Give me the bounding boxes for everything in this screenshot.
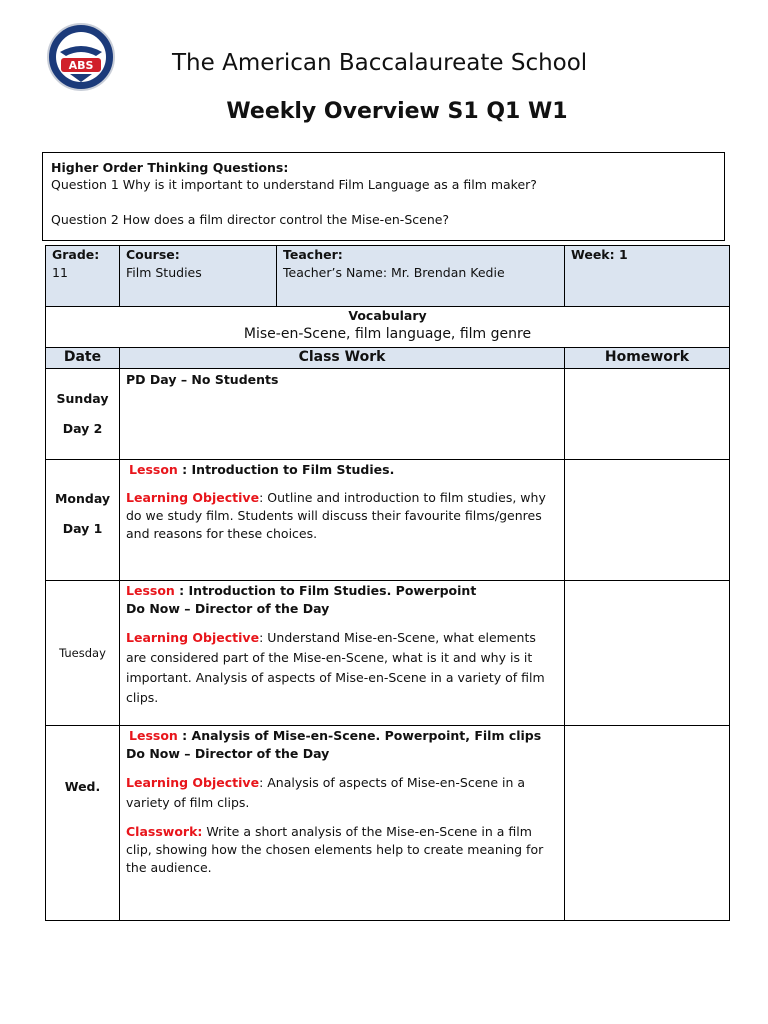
course-value: Film Studies: [126, 265, 202, 280]
vocabulary-terms: Mise-en-Scene, film language, film genre: [243, 326, 532, 342]
homework-cell: [565, 726, 730, 921]
course-label: Course:: [126, 247, 180, 262]
column-header-row: [46, 348, 730, 369]
classwork-label: Classwork:: [126, 824, 203, 839]
school-name: The American Baccalaureate School: [172, 50, 588, 76]
lesson-text: : Analysis of Mise-en-Scene. Powerpoint, Film clips: [177, 728, 542, 743]
page-title: Weekly Overview S1 Q1 W1: [226, 99, 568, 124]
lesson-text: : Introduction to Film Studies.: [177, 462, 395, 477]
table-row-monday: [46, 460, 730, 581]
hot-questions-heading: Higher Order Thinking Questions:: [51, 160, 289, 175]
table-row-sunday: [46, 369, 730, 460]
day-number: Day 1: [62, 521, 103, 536]
course-cell: [120, 246, 277, 307]
day-name: Wed.: [64, 779, 101, 794]
day-name: Monday: [54, 491, 111, 506]
table-row-wednesday: [46, 726, 730, 921]
classwork-cell: [120, 581, 565, 726]
homework-cell: [565, 460, 730, 581]
day-name: Tuesday: [59, 646, 106, 660]
vocabulary-cell: [46, 307, 730, 348]
info-row: [46, 246, 730, 307]
classwork-cell: [120, 369, 565, 460]
do-now-text: Do Now – Director of the Day: [126, 746, 330, 761]
classwork-cell: [120, 726, 565, 921]
homework-cell: [565, 581, 730, 726]
teacher-cell: [277, 246, 565, 307]
weekly-overview-table: [45, 245, 730, 921]
objective-text: : Analysis of aspects of Mise-en-Scene in a variety of film clips.: [126, 775, 526, 810]
date-cell: [46, 460, 120, 581]
lesson-label: Lesson: [129, 462, 178, 477]
objective-text: : Outline and introduction to film studies, why do we study film. Students will discuss their favourite films/genres and reasons for these choices.: [126, 490, 546, 541]
school-logo: [46, 22, 116, 92]
lesson-label: Lesson: [129, 728, 178, 743]
hot-questions-box: [42, 152, 725, 241]
classwork-text: Write a short analysis of the Mise-en-Scene in a film clip, showing how the chosen elements help to create meaning for the audience.: [126, 824, 544, 875]
week-cell: [565, 246, 730, 307]
lesson-label: Lesson: [126, 583, 175, 598]
date-cell: [46, 581, 120, 726]
date-column-header: Date: [46, 348, 120, 369]
classwork-cell: [120, 460, 565, 581]
logo-lettering: ABS: [68, 59, 94, 72]
objective-text: : Understand Mise-en-Scene, what elements are considered part of the Mise-en-Scene, what is it and why is it important. Analysis of aspects of Mise-en-Scene in a variety of film clips.: [126, 630, 545, 705]
day-number: Day 2: [62, 421, 103, 436]
grade-label: Grade:: [52, 247, 100, 262]
vocabulary-label: Vocabulary: [348, 308, 427, 323]
objective-label: Learning Objective: [126, 775, 260, 790]
pd-day-text: PD Day – No Students: [126, 372, 279, 387]
teacher-label: Teacher:: [283, 247, 343, 262]
do-now-text: Do Now – Director of the Day: [126, 601, 330, 616]
grade-value: 11: [52, 265, 68, 280]
lesson-text: : Introduction to Film Studies. Powerpoint: [174, 583, 477, 598]
question-1: Question 1 Why is it important to understand Film Language as a film maker?: [51, 177, 537, 192]
question-2: Question 2 How does a film director control the Mise-en-Scene?: [51, 212, 450, 227]
grade-cell: [46, 246, 120, 307]
classwork-column-header: Class Work: [120, 348, 565, 369]
teacher-value: Teacher’s Name: Mr. Brendan Kedie: [283, 265, 505, 280]
homework-column-header: Homework: [565, 348, 730, 369]
vocabulary-row: [46, 307, 730, 348]
day-name: Sunday: [56, 391, 109, 406]
homework-cell: [565, 369, 730, 460]
objective-label: Learning Objective: [126, 630, 260, 645]
date-cell: [46, 369, 120, 460]
objective-label: Learning Objective: [126, 490, 260, 505]
table-row-tuesday: [46, 581, 730, 726]
date-cell: [46, 726, 120, 921]
week-label: Week: 1: [571, 247, 628, 262]
